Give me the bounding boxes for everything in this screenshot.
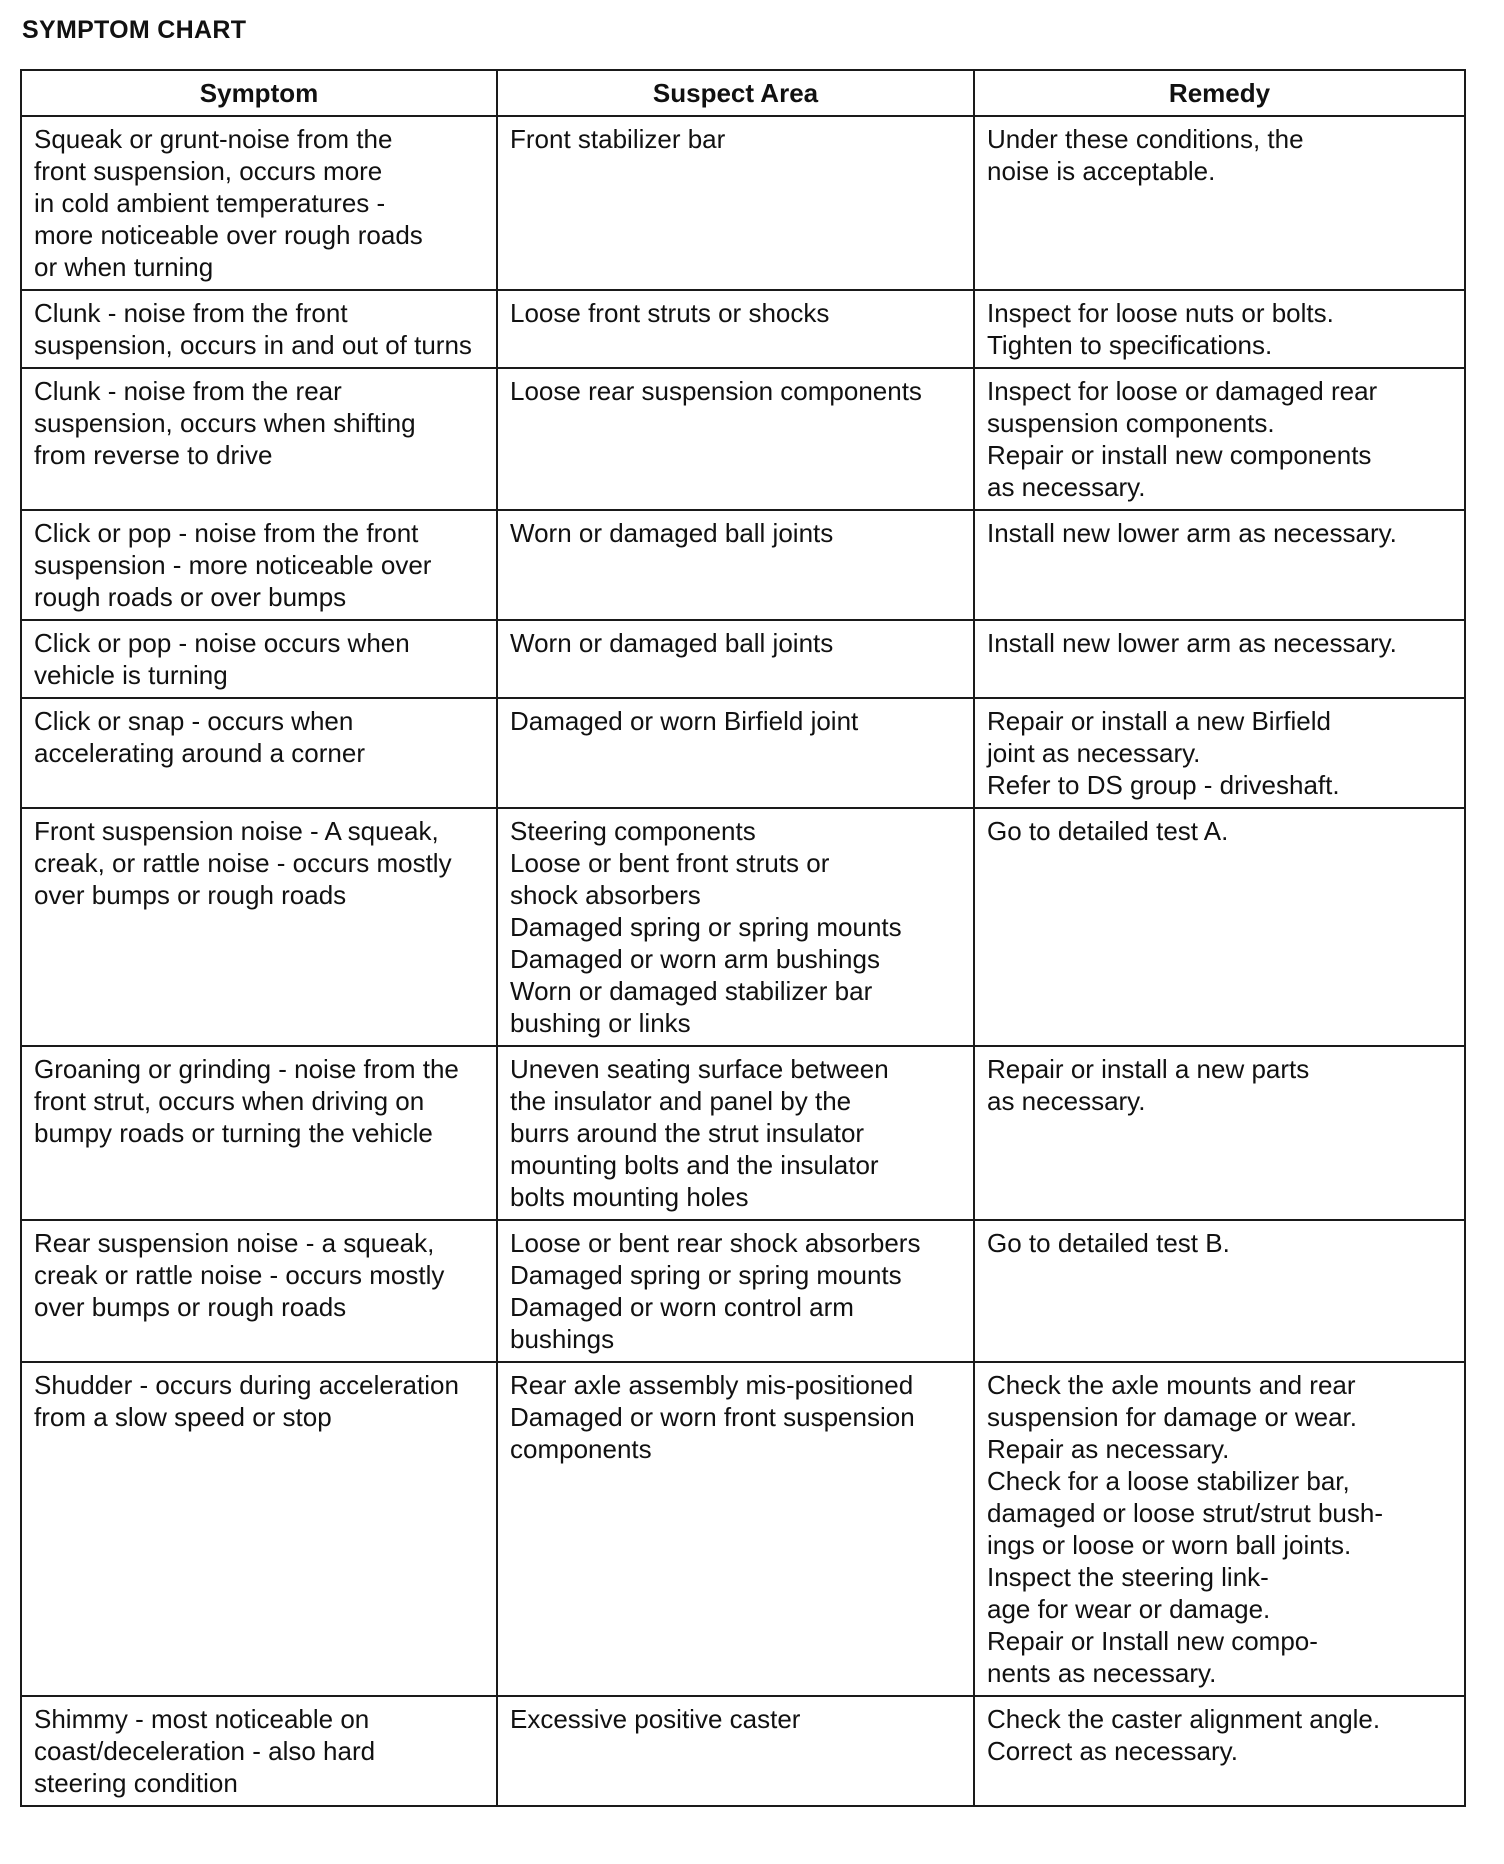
symptom-cell-line: from a slow speed or stop	[34, 1402, 332, 1432]
remedy-cell-line: damaged or loose strut/strut bush-	[987, 1498, 1383, 1528]
table-row	[21, 368, 1465, 510]
symptom-cell-line: Squeak or grunt-noise from the	[34, 124, 393, 154]
suspect-area-cell-line: Steering components	[510, 816, 756, 846]
remedy-cell-line: Refer to DS group - driveshaft.	[987, 770, 1340, 800]
remedy-cell-line: Check the axle mounts and rear	[987, 1370, 1356, 1400]
table-row	[21, 1046, 1465, 1220]
remedy-cell	[974, 510, 1465, 620]
suspect-area-cell-line: Worn or damaged stabilizer bar	[510, 976, 873, 1006]
suspect-area-cell	[497, 698, 974, 808]
suspect-area-cell-line: Loose rear suspension components	[510, 376, 922, 406]
symptom-cell-line: more noticeable over rough roads	[34, 220, 423, 250]
symptom-cell-line: Click or pop - noise occurs when	[34, 628, 410, 658]
remedy-cell-line: Check for a loose stabilizer bar,	[987, 1466, 1350, 1496]
remedy-cell	[974, 1696, 1465, 1806]
suspect-area-cell-line: Damaged or worn control arm	[510, 1292, 854, 1322]
suspect-area-cell-line: Loose or bent rear shock absorbers	[510, 1228, 921, 1258]
remedy-cell	[974, 620, 1465, 698]
remedy-cell-line: Under these conditions, the	[987, 124, 1304, 154]
header-symptom: Symptom	[21, 70, 497, 116]
symptom-cell-line: Clunk - noise from the rear	[34, 376, 342, 406]
symptom-cell	[21, 1696, 497, 1806]
remedy-cell-line: Repair as necessary.	[987, 1434, 1230, 1464]
table-row	[21, 116, 1465, 290]
symptom-cell-line: coast/deceleration - also hard	[34, 1736, 376, 1766]
suspect-area-cell-line: Loose or bent front struts or	[510, 848, 830, 878]
remedy-cell-line: nents as necessary.	[987, 1658, 1217, 1688]
suspect-area-cell	[497, 1220, 974, 1362]
table-header-row	[21, 70, 1465, 116]
suspect-area-cell-line: bushings	[510, 1324, 615, 1354]
remedy-cell-line: ings or loose or worn ball joints.	[987, 1530, 1352, 1560]
remedy-cell-line: as necessary.	[987, 472, 1146, 502]
suspect-area-cell-line: Uneven seating surface between	[510, 1054, 889, 1084]
suspect-area-cell	[497, 1362, 974, 1696]
remedy-cell-line: Check the caster alignment angle.	[987, 1704, 1381, 1734]
symptom-cell-line: front suspension, occurs more	[34, 156, 383, 186]
remedy-cell-line: Go to detailed test B.	[987, 1228, 1230, 1258]
symptom-cell-line: Click or snap - occurs when	[34, 706, 354, 736]
symptom-cell-line: Shimmy - most noticeable on	[34, 1704, 370, 1734]
remedy-cell-line: joint as necessary.	[987, 738, 1201, 768]
symptom-cell-line: or when turning	[34, 252, 214, 282]
table-row	[21, 620, 1465, 698]
symptom-cell-line: over bumps or rough roads	[34, 880, 347, 910]
symptom-cell	[21, 1362, 497, 1696]
table-row	[21, 1362, 1465, 1696]
remedy-cell-line: Tighten to specifications.	[987, 330, 1273, 360]
remedy-cell-line: Repair or install a new parts	[987, 1054, 1310, 1084]
symptom-cell-line: bumpy roads or turning the vehicle	[34, 1118, 433, 1148]
table-body	[21, 116, 1465, 1806]
symptom-cell	[21, 290, 497, 368]
symptom-cell-line: steering condition	[34, 1768, 238, 1798]
remedy-cell-line: suspension for damage or wear.	[987, 1402, 1357, 1432]
remedy-cell	[974, 808, 1465, 1046]
suspect-area-cell-line: Damaged or worn front suspension	[510, 1402, 915, 1432]
symptom-cell-line: creak, or rattle noise - occurs mostly	[34, 848, 452, 878]
remedy-cell	[974, 368, 1465, 510]
symptom-cell-line: Click or pop - noise from the front	[34, 518, 419, 548]
symptom-cell-line: suspension, occurs in and out of turns	[34, 330, 472, 360]
symptom-cell-line: suspension - more noticeable over	[34, 550, 432, 580]
remedy-cell-line: Inspect for loose nuts or bolts.	[987, 298, 1334, 328]
remedy-cell-line: Repair or install a new Birfield	[987, 706, 1331, 736]
symptom-cell-line: in cold ambient temperatures -	[34, 188, 386, 218]
suspect-area-cell-line: Damaged spring or spring mounts	[510, 912, 902, 942]
suspect-area-cell-line: components	[510, 1434, 652, 1464]
symptom-cell-line: Clunk - noise from the front	[34, 298, 348, 328]
symptom-cell	[21, 1220, 497, 1362]
suspect-area-cell-line: Damaged or worn Birfield joint	[510, 706, 859, 736]
suspect-area-cell	[497, 620, 974, 698]
remedy-cell-line: Repair or Install new compo-	[987, 1626, 1318, 1656]
remedy-cell	[974, 1362, 1465, 1696]
suspect-area-cell-line: Worn or damaged ball joints	[510, 518, 834, 548]
symptom-cell-line: accelerating around a corner	[34, 738, 365, 768]
table-row	[21, 510, 1465, 620]
symptom-cell-line: Front suspension noise - A squeak,	[34, 816, 439, 846]
remedy-cell	[974, 116, 1465, 290]
suspect-area-cell	[497, 808, 974, 1046]
remedy-cell-line: as necessary.	[987, 1086, 1146, 1116]
symptom-cell	[21, 808, 497, 1046]
table-row	[21, 808, 1465, 1046]
symptom-cell-line: rough roads or over bumps	[34, 582, 347, 612]
suspect-area-cell	[497, 510, 974, 620]
suspect-area-cell-line: Damaged or worn arm bushings	[510, 944, 880, 974]
suspect-area-cell-line: Loose front struts or shocks	[510, 298, 830, 328]
symptom-cell-line: from reverse to drive	[34, 440, 273, 470]
symptom-cell-line: Groaning or grinding - noise from the	[34, 1054, 459, 1084]
symptom-cell-line: over bumps or rough roads	[34, 1292, 347, 1322]
suspect-area-cell	[497, 116, 974, 290]
remedy-cell	[974, 698, 1465, 808]
header-remedy: Remedy	[974, 70, 1465, 116]
symptom-cell-line: suspension, occurs when shifting	[34, 408, 416, 438]
remedy-cell	[974, 290, 1465, 368]
symptom-cell-line: vehicle is turning	[34, 660, 228, 690]
suspect-area-cell-line: Damaged spring or spring mounts	[510, 1260, 902, 1290]
remedy-cell	[974, 1046, 1465, 1220]
remedy-cell-line: Correct as necessary.	[987, 1736, 1238, 1766]
remedy-cell	[974, 1220, 1465, 1362]
page-title: SYMPTOM CHART	[22, 16, 247, 44]
suspect-area-cell-line: shock absorbers	[510, 880, 701, 910]
suspect-area-cell	[497, 290, 974, 368]
table-row	[21, 698, 1465, 808]
suspect-area-cell-line: bushing or links	[510, 1008, 691, 1038]
remedy-cell-line: Install new lower arm as necessary.	[987, 518, 1397, 548]
suspect-area-cell-line: mounting bolts and the insulator	[510, 1150, 879, 1180]
remedy-cell-line: Install new lower arm as necessary.	[987, 628, 1397, 658]
symptom-cell	[21, 620, 497, 698]
suspect-area-cell	[497, 368, 974, 510]
symptom-cell	[21, 368, 497, 510]
suspect-area-cell	[497, 1696, 974, 1806]
table-row	[21, 1220, 1465, 1362]
symptom-cell	[21, 698, 497, 808]
remedy-cell-line: Inspect the steering link-	[987, 1562, 1269, 1592]
suspect-area-cell-line: Excessive positive caster	[510, 1704, 801, 1734]
suspect-area-cell-line: Front stabilizer bar	[510, 124, 726, 154]
remedy-cell-line: age for wear or damage.	[987, 1594, 1271, 1624]
suspect-area-cell-line: Worn or damaged ball joints	[510, 628, 834, 658]
symptom-cell	[21, 510, 497, 620]
symptom-cell-line: Rear suspension noise - a squeak,	[34, 1228, 435, 1258]
remedy-cell-line: suspension components.	[987, 408, 1275, 438]
remedy-cell-line: Inspect for loose or damaged rear	[987, 376, 1378, 406]
remedy-cell-line: noise is acceptable.	[987, 156, 1216, 186]
remedy-cell-line: Go to detailed test A.	[987, 816, 1229, 846]
suspect-area-cell-line: Rear axle assembly mis-positioned	[510, 1370, 914, 1400]
table-row	[21, 1696, 1465, 1806]
suspect-area-cell	[497, 1046, 974, 1220]
symptom-cell	[21, 1046, 497, 1220]
table-row	[21, 290, 1465, 368]
remedy-cell-line: Repair or install new components	[987, 440, 1372, 470]
suspect-area-cell-line: the insulator and panel by the	[510, 1086, 852, 1116]
header-suspect-area: Suspect Area	[497, 70, 974, 116]
symptom-table	[20, 69, 1466, 1807]
symptom-cell	[21, 116, 497, 290]
suspect-area-cell-line: bolts mounting holes	[510, 1182, 749, 1212]
symptom-cell-line: creak or rattle noise - occurs mostly	[34, 1260, 445, 1290]
symptom-cell-line: Shudder - occurs during acceleration	[34, 1370, 459, 1400]
symptom-cell-line: front strut, occurs when driving on	[34, 1086, 425, 1116]
suspect-area-cell-line: burrs around the strut insulator	[510, 1118, 865, 1148]
